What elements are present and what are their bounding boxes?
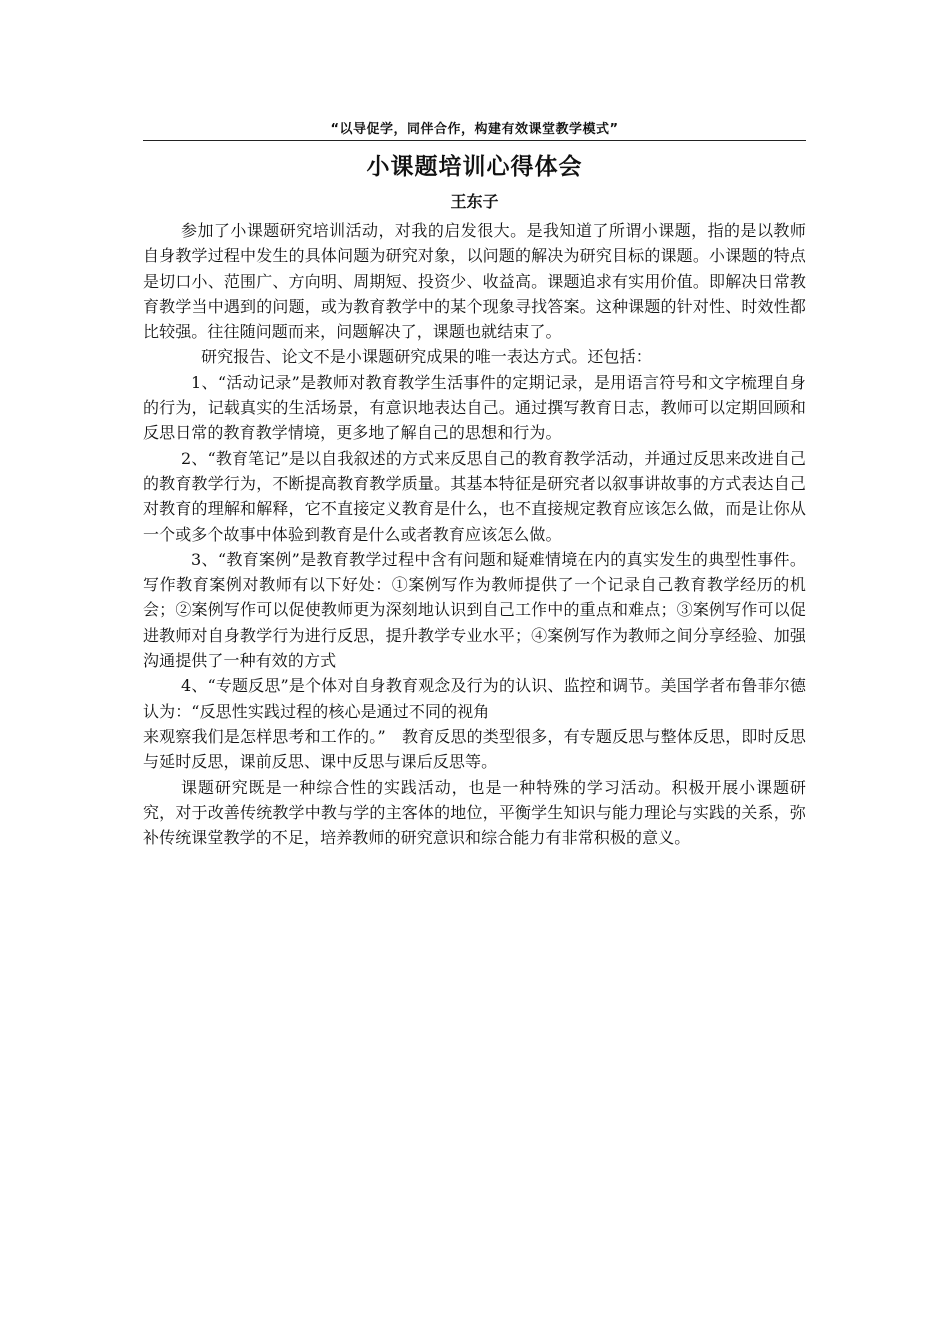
- paragraph-reflection-types: 来观察我们是怎样思考和工作的。” 教育反思的类型很多，有专题反思与整体反思，即时反思与延时反思，课前反思、课中反思与课后反思等。: [143, 726, 806, 772]
- running-header: “以导促学，同伴合作，构建有效课堂教学模式”: [330, 122, 619, 137]
- paragraph-special-reflection: 4、“专题反思”是个体对自身教育观念及行为的认识、监控和调节。美国学者布鲁菲尔德认为：“反思性实践过程的核心是通过不同的视角: [143, 676, 806, 721]
- paragraph-forms-intro: 研究报告、论文不是小课题研究成果的唯一表达方式。还包括：: [201, 347, 652, 367]
- document-body: [143, 218, 806, 850]
- paragraph-intro: 参加了小课题研究培训活动，对我的启发很大。是我知道了所谓小课题，指的是以教师自身教学过程中发生的具体问题为研究对象，以问题的解决为研究目标的课题。小课题的特点是切口小、范围广、方向明、周期短、投资少、收益高。课题追求有实用价值。即解决日常教育教学当中遇到的问题，或为教育教学中的某个现象寻找答案。这种课题的针对性、时效性都比较强。往往随问题而来，问题解决了，课题也就结束了。: [143, 221, 806, 342]
- paragraph-education-cases: 3、“教育案例”是教育教学过程中含有问题和疑难情境在内的真实发生的典型性事件。写作教育案例对教师有以下好处：①案例写作为教师提供了一个记录自己教育教学经历的机会；②案例写作可以促使教师更为深刻地认识到自己工作中的重点和难点；③案例写作可以促进教师对自身教学行为进行反思，提升教学专业水平；④案例写作为教师之间分享经验、加强沟通提供了一种有效的方式: [143, 549, 806, 671]
- document-title: 小课题培训心得体会: [366, 154, 583, 180]
- paragraph-activity-record: 1、“活动记录”是教师对教育教学生活事件的定期记录，是用语言符号和文字梳理自身的行为，记载真实的生活场景，有意识地表达自己。通过撰写教育日志，教师可以定期回顾和反思日常的教育教学情境，更多地了解自己的思想和行为。: [143, 372, 806, 443]
- header-divider: [143, 140, 806, 141]
- document-author: 王东子: [450, 192, 499, 211]
- paragraph-conclusion: 课题研究既是一种综合性的实践活动，也是一种特殊的学习活动。积极开展小课题研究，对于改善传统教学中教与学的主客体的地位，平衡学生知识与能力理论与实践的关系，弥补传统课堂教学的不足，培养教师的研究意识和综合能力有非常积极的意义。: [143, 777, 806, 848]
- paragraph-education-notes: 2、“教育笔记”是以自我叙述的方式来反思自己的教育教学活动，并通过反思来改进自己的教育教学行为，不断提高教育教学质量。其基本特征是研究者以叙事讲故事的方式表达自己对教育的理解和解释，它不直接定义教育是什么，也不直接规定教育应该怎么做，而是让你从一个或多个故事中体验到教育是什么或者教育应该怎么做。: [143, 448, 806, 544]
